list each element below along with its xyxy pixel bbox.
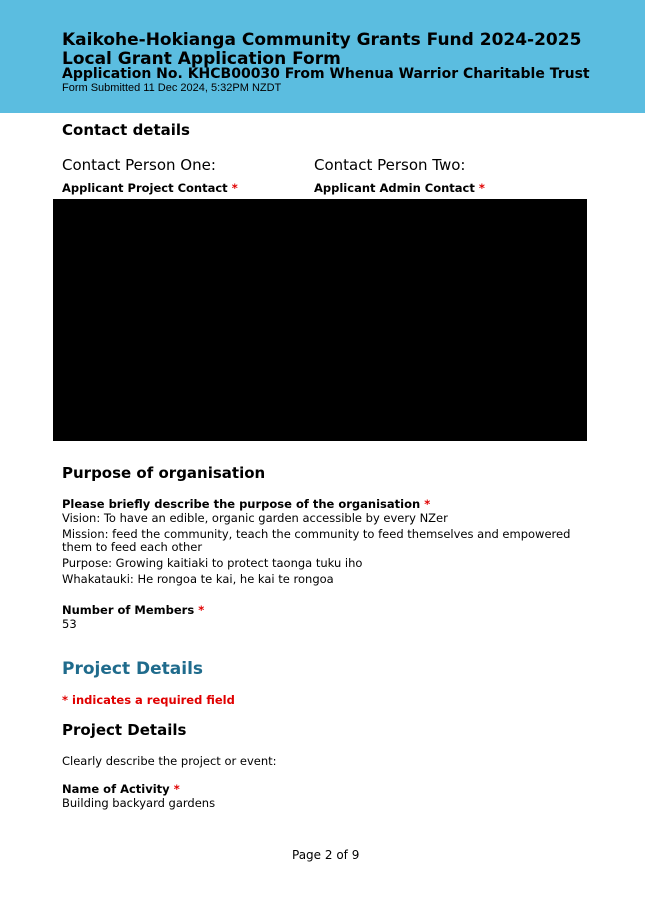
required-asterisk: *	[424, 497, 431, 511]
number-of-members-value: 53	[62, 617, 77, 631]
purpose-answer-line: Mission: feed the community, teach the community to feed themselves and empowered	[62, 527, 571, 541]
required-asterisk: *	[173, 782, 180, 796]
required-field-note: * indicates a required field	[62, 693, 235, 707]
name-of-activity-label	[62, 782, 180, 796]
project-details-section-heading: Project Details	[62, 659, 204, 679]
purpose-answer-line: Purpose: Growing kaitiaki to protect taonga tuku iho	[62, 556, 363, 570]
number-of-members-label	[62, 603, 204, 617]
label-text: Please briefly describe the purpose of the organisation	[62, 497, 421, 511]
form-title: Local Grant Application Form	[62, 49, 341, 69]
application-number: Application No. KHCB00030 From Whenua Warrior Charitable Trust	[62, 66, 590, 82]
submission-timestamp: Form Submitted 11 Dec 2024, 5:32PM NZDT	[62, 82, 282, 94]
document-header	[0, 0, 645, 113]
name-of-activity-value: Building backyard gardens	[62, 796, 216, 810]
purpose-answer-line: them to feed each other	[62, 540, 203, 554]
purpose-answer-line: Whakatauki: He rongoa te kai, he kai te rongoa	[62, 572, 334, 586]
purpose-heading: Purpose of organisation	[62, 464, 266, 482]
contact-person-two-heading: Contact Person Two:	[314, 156, 466, 174]
grant-fund-title: Kaikohe-Hokianga Community Grants Fund 2024-2025	[62, 30, 582, 50]
page-number: Page 2 of 9	[292, 848, 360, 862]
label-text: Applicant Project Contact	[62, 181, 228, 195]
purpose-answer-line: Vision: To have an edible, organic garden accessible by every NZer	[62, 511, 448, 525]
project-details-subheading: Project Details	[62, 721, 187, 739]
required-asterisk: *	[231, 181, 238, 195]
contact-person-one-heading: Contact Person One:	[62, 156, 216, 174]
contact-details-heading: Contact details	[62, 121, 190, 139]
project-instruction: Clearly describe the project or event:	[62, 754, 277, 768]
label-text: Number of Members	[62, 603, 195, 617]
required-asterisk: *	[198, 603, 205, 617]
redacted-contact-block	[53, 199, 587, 441]
label-text: Applicant Admin Contact	[314, 181, 475, 195]
purpose-question-label	[62, 497, 430, 511]
label-text: Name of Activity	[62, 782, 170, 796]
applicant-project-contact-label	[62, 181, 238, 195]
applicant-admin-contact-label	[314, 181, 485, 195]
required-asterisk: *	[478, 181, 485, 195]
